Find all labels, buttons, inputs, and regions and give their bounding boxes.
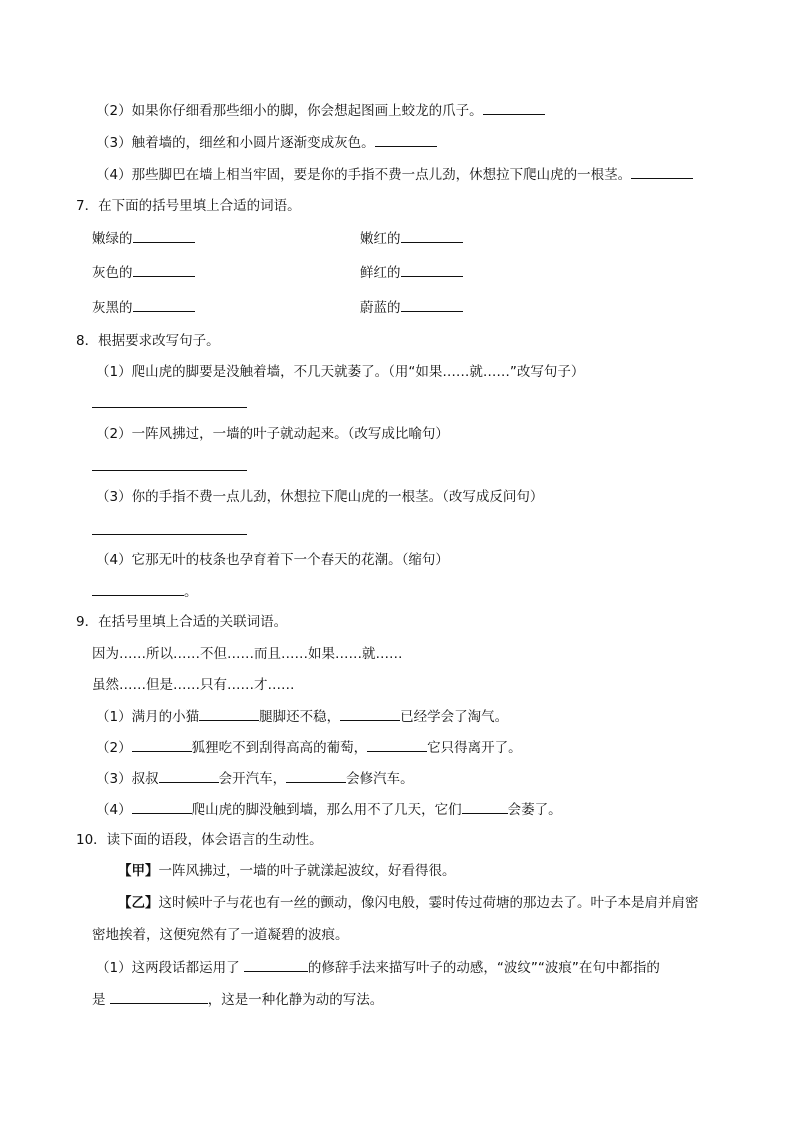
q7-right-3 — [360, 297, 463, 318]
answer-blank[interactable] — [340, 706, 400, 721]
q7-left-1-text: 嫩绿的 — [92, 231, 133, 247]
answer-blank[interactable] — [367, 737, 427, 752]
q9-s4-a: （4） — [96, 802, 132, 818]
answer-line[interactable] — [92, 406, 247, 408]
q6-item-3 — [96, 132, 437, 153]
answer-blank[interactable] — [483, 100, 545, 115]
q9-options-1: 因为……所以……不但……而且……如果……就…… — [92, 646, 403, 662]
answer-blank[interactable] — [286, 768, 346, 783]
q6-item-2-text: （2）如果你仔细看那些细小的脚，你会想起图画上蛟龙的爪子。 — [96, 103, 483, 119]
jia-tag: 【甲】 — [118, 863, 159, 879]
q6-item-2 — [96, 100, 545, 121]
q7-right-1 — [360, 228, 463, 249]
q10-sub1-a: （1）这两段话都运用了 — [96, 960, 244, 976]
answer-line[interactable] — [92, 469, 247, 471]
q8-item-4: （4）它那无叶的枝条也孕育着下一个春天的花潮。（缩句） — [96, 552, 449, 568]
q7-left-3-text: 灰黑的 — [92, 300, 133, 316]
answer-blank[interactable] — [462, 799, 508, 814]
q10-sub1-c: 是 — [92, 992, 110, 1008]
q9-s1-a: （1）满月的小猫 — [96, 709, 200, 725]
q7-left-2 — [92, 262, 195, 283]
q7-left-3 — [92, 297, 195, 318]
q8-title: 8．根据要求改写句子。 — [76, 333, 220, 349]
answer-blank[interactable] — [631, 164, 693, 179]
answer-blank[interactable] — [199, 706, 259, 721]
q9-s1-c: 已经学会了淘气。 — [400, 709, 509, 725]
q10-passage-yi-line2: 密地挨着，这便宛然有了一道凝碧的波痕。 — [92, 927, 349, 943]
answer-blank[interactable] — [244, 957, 308, 972]
answer-blank[interactable] — [92, 581, 184, 596]
q6-item-4 — [96, 164, 693, 185]
yi-tag: 【乙】 — [118, 895, 159, 911]
q7-right-2 — [360, 262, 463, 283]
answer-blank[interactable] — [132, 799, 192, 814]
q10-sub1-d: ，这是一种化静为动的写法。 — [207, 992, 384, 1008]
jia-text: 一阵风拂过，一墙的叶子就漾起波纹，好看得很。 — [158, 863, 456, 879]
q7-left-1 — [92, 228, 195, 249]
q10-passage-yi-line1 — [118, 893, 699, 913]
q9-sentence-4 — [96, 799, 562, 820]
answer-blank[interactable] — [401, 228, 463, 243]
q9-s2-a: （2） — [96, 740, 132, 756]
q10-title: 10．读下面的语段，体会语言的生动性。 — [76, 832, 323, 848]
q10-sub1-b: 的修辞手法来描写叶子的动感，“波纹”“波痕”在句中都指的 — [307, 960, 660, 976]
q7-left-2-text: 灰色的 — [92, 265, 133, 281]
q9-s1-b: 腿脚还不稳， — [259, 709, 341, 725]
q6-item-4-text: （4）那些脚巴在墙上相当牢固，要是你的手指不费一点儿劲，休想拉下爬山虎的一根茎。 — [96, 167, 632, 183]
q10-sub1-line1 — [96, 957, 660, 978]
q8-item-2: （2）一阵风拂过，一墙的叶子就动起来。（改写成比喻句） — [96, 426, 449, 442]
q7-title: 7．在下面的括号里填上合适的词语。 — [76, 198, 301, 214]
q7-right-3-text: 蔚蓝的 — [360, 300, 401, 316]
q8-item-3: （3）你的手指不费一点儿劲，休想拉下爬山虎的一根茎。（改写成反问句） — [96, 489, 544, 505]
q8-item-4-answer — [92, 581, 198, 602]
answer-line[interactable] — [92, 533, 247, 535]
q9-options-2: 虽然……但是……只有……才…… — [92, 677, 295, 693]
q9-s4-c: 会萎了。 — [507, 802, 562, 818]
q9-s2-c: 它只得离开了。 — [427, 740, 522, 756]
q9-s2-b: 狐狸吃不到刮得高高的葡萄， — [191, 740, 368, 756]
answer-blank[interactable] — [159, 768, 219, 783]
q9-title: 9．在括号里填上合适的关联词语。 — [76, 614, 288, 630]
q6-item-3-text: （3）触着墙的，细丝和小圆片逐渐变成灰色。 — [96, 135, 375, 151]
answer-blank[interactable] — [375, 132, 437, 147]
q10-passage-jia — [118, 861, 456, 881]
q9-s4-b: 爬山虎的脚没触到墙，那么用不了几天，它们 — [191, 802, 462, 818]
q9-s3-c: 会修汽车。 — [346, 771, 414, 787]
end-mark: 。 — [184, 584, 198, 600]
q9-s3-b: 会开汽车， — [218, 771, 287, 787]
q9-sentence-1 — [96, 706, 508, 727]
q7-right-2-text: 鲜红的 — [360, 265, 401, 281]
answer-blank[interactable] — [110, 989, 208, 1004]
q7-right-1-text: 嫩红的 — [360, 231, 401, 247]
answer-blank[interactable] — [133, 262, 195, 277]
answer-blank[interactable] — [132, 737, 192, 752]
q9-sentence-2 — [96, 737, 522, 758]
q9-sentence-3 — [96, 768, 414, 789]
answer-blank[interactable] — [133, 297, 195, 312]
answer-blank[interactable] — [401, 262, 463, 277]
q9-s3-a: （3）叔叔 — [96, 771, 159, 787]
answer-blank[interactable] — [401, 297, 463, 312]
q8-item-1: （1）爬山虎的脚要是没触着墙，不几天就萎了。（用“如果……就……”改写句子） — [96, 364, 585, 380]
yi-text-1: 这时候叶子与花也有一丝的颤动，像闪电般，霎时传过荷塘的那边去了。叶子本是肩并肩密 — [158, 895, 699, 911]
answer-blank[interactable] — [133, 228, 195, 243]
q10-sub1-line2 — [92, 989, 383, 1010]
